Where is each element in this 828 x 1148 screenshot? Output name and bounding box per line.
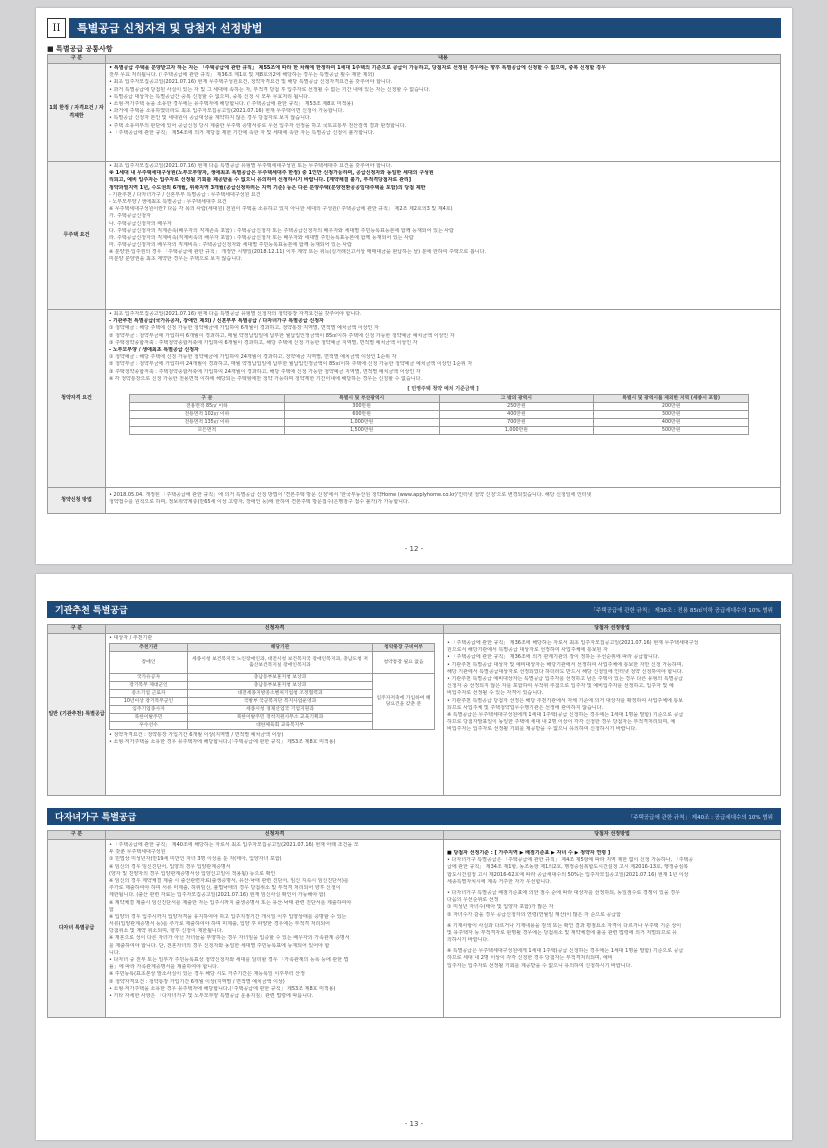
text-line: ① 민법상 미성년자(만19세 미만인 자녀 3명 이상을 둔 자(태아, 입양자녀 포함) [109, 856, 282, 863]
section-reference: 「주택공급에 관한 규칙」 제40조 : 공급세대수의 10% 범위 [627, 814, 773, 821]
table-cell: 대한체육회 교육복지부 [188, 722, 373, 730]
table-cell: 전용면적 85㎡ 이하 [130, 403, 285, 411]
text-line: 비입주자는 입주자로 선정될 기회를 제공받을 수 없으니 유의하여 신청하시기 바랍니다. [447, 726, 637, 733]
text-line: ※ 무주택세대구성원이란? 다음 각 목의 사람(세대원) 전원이 주택을 소유하고 있지 아니한 세대의 구성원(「주택공급에 관한 규칙」 제2조 제2호의3 및 제4호) [109, 206, 453, 213]
table-cell: 200만원 [594, 403, 749, 411]
table-row [130, 403, 749, 411]
deposit-header: 특별시 및 광역시를 제외한 지역 (세종시 포함) [594, 395, 749, 403]
text-line: • 최초 입주자모집공고일(2021.07.16) 현재 다음 특별공급 유형별 신청자의 청약통장 자격요건을 갖추어야 합니다. [109, 311, 362, 317]
table-cell: 입주자저축에 가입하여 해당요건을 갖춘 분 [373, 674, 435, 730]
text-line: • 주택 소유여부의 판단에 있어 공급신청 당시 제출한 무주택 증명서류로 우선 입주자 선정을 하고 국토교통부 전산검색 결과 판정합니다. [109, 122, 407, 129]
table-row [110, 674, 435, 682]
text-line: • 최초 입주자모집공고일(2021.07.16) 현재 무주택구성원요건, 청약자격요건 및 해당 특별공급 신청자격요건을 갖추어야 합니다. [109, 79, 393, 86]
text-line: 미분양 분양권을 최초 계약한 경우는 주택으로 보지 않습니다. [109, 256, 243, 263]
header-content: 내용 [106, 55, 781, 64]
text-line: 니다. [109, 949, 121, 956]
text-line: ※ 분양권·입주권의 경우 「주택공급에 관한 규칙」 개정안 시행일(2018.12.11) 이후 계약 또는 취득(실거래신고서상 매매대금을 완납하는 날) 분에 한하여 주택으로 봅니다. [109, 249, 487, 256]
row-label-one-time: 1회 한정 / 자격요건 / 자격제한 [48, 64, 106, 162]
section-reference: 「주택공급에 관한 규칙」 제36조 : 전용 85㎡이하 공급세대수의 10% 범위 [590, 607, 773, 614]
text-line: 세종특별자치시에 계속 거주한 자가 우선합니다. [447, 878, 552, 885]
text-line: 의하시기 바랍니다. [447, 937, 489, 944]
table-cell: 충남동부보훈지청 보상과 [188, 674, 373, 682]
text-line: 추가로 제출하여야 하며 서류 미제출, 허위임신, 불법낙태의 경우 당첨취소 및 부적격 처리되어 향후 신청이 [109, 885, 341, 892]
text-line: • 「주택공급에 관한 규칙」 제36조에 해당하는 자로서 최초 입주자모집공고일(2021.07.16) 현재 무주택세대구성 [447, 640, 699, 646]
document-page-13 [36, 574, 792, 1140]
text-line: ② 청약부금 : 청약부금에 가입하여 24개월이 경과하고, 매월 약정납입일에 납부한 월납입인정금액이 85㎡이하 주택에 신청 가능한 청약예금 예치금액 이상인 1순위 자 [109, 361, 473, 368]
text-line: • 기관추천 특별공급 예비대상자는 특별공급 입주자를 선정하고 남은 주택이 있는 경우 다른 유형의 특별공급 [447, 675, 684, 682]
row-label-institution: 일반 (기관추천) 특별공급 [48, 634, 106, 796]
text-line: • 소형·저가주택 등을 소유한 경우에는 유주택자에 해당합니다. (「주택공급에 관한 규칙」 제53조 제8호 미적용) [109, 100, 354, 107]
table-cell: 전용면적 135㎡ 이하 [130, 419, 285, 427]
institution-subtable [109, 643, 435, 730]
table-cell: 10년이상 장기복무군인 [110, 698, 188, 706]
text-line: ※ 특별공급은 무주택세대구성원에게 1세대 1주택(공급 신청하는 경우에는 1세대 1명을 말함) 기준으로 공급 [447, 948, 684, 955]
text-line: ① 청약예금 : 해당 주택에 신청 가능한 청약예금에 가입하여 6개월이 경과하고, 청약통장 지역별, 면적별 예치금액 이상인 자 [109, 325, 379, 332]
multichild-selection [444, 840, 781, 1018]
table-cell: 중소기업 근로자 [110, 690, 188, 698]
text-line: • 특별공급 대상자는 특별공급간 중복 신청할 수 없으며, 중복 신청 시 모두 무효처리 됩니다. [109, 93, 310, 100]
text-line: • 「주택공급에 관한 규칙」 제36조에 의거 관계기관의 장이 정하는 우선순위에 따라 공급합니다. [447, 654, 660, 661]
table-cell: 대전세종지방중소벤처기업청 조정협력과 [188, 690, 373, 698]
text-line: (양자 및 친양자의 경우 입양관계증명서상 입양신고일이 적용됨) 등으로 확인 [109, 870, 276, 877]
document-page-12 [36, 8, 792, 564]
table-cell: 장기복무 제대군인 [110, 682, 188, 690]
table-cell: 600만원 [284, 411, 439, 419]
table-cell: 1,000만원 [284, 419, 439, 427]
text-line: ※ 재혼으로 성이 다른 자녀가 아닌 자녀들을 부양하는 경우 자녀임을 입증할 수 있는 배우자의 가족관계 증명서 [109, 935, 350, 942]
text-line: ※ 임신의 경우 계약체결 제출 시 출산관련자료(출생증명서, 유산·낙태 관련 진단서, 임신 지속시 임신진단서)를 [109, 877, 349, 884]
multichild-eligibility [106, 840, 444, 1018]
text-line: ② 청약자격요건 : 청약통장 가입기간 6개월 이상(지역별 / 면적별 예치금액 이상) [109, 978, 285, 985]
text-line: 청약과열지역 1년, 수도권외 6개월, 위축지역 3개월(공급신청하려는 지역 기준) 등은 다른 분양주택(분양전환공공임대주택을 포함)의 당첨 제한 [109, 184, 426, 191]
text-line: ① 청약예금 : 해당 주택에 신청 가능한 청약예금에 가입하여 24개월이 경과하고, 청약예금 지역별, 면적별 예치금액 이상인 1순위 자 [109, 354, 397, 361]
text-line: 마. 주택공급신청자의 배우자의 직계비속 : 주택공급신청자와 세대별 주민등록표등본에 함께 등재되어 있는 사람 [109, 242, 352, 249]
text-line: ② 청약부금 : 청약부금에 가입하여 6개월이 경과하고, 매월 약정납입일에 납부한 월납입인정금액이 85㎡이하 주택에 신청 가능한 청약예금 예치금액 이상인 자 [109, 332, 455, 339]
table-cell: 국가유공자 [110, 674, 188, 682]
text-line: - 노부모부양 / 생애최초 특별공급 신청자 [109, 346, 199, 353]
header-category: 구 분 [48, 55, 106, 64]
text-line: • 소형·저가주택을 소유한 경우 유주택자에 해당합니다.(「주택공급에 관한 규칙」 제53조 제8호 미적용) [109, 739, 336, 746]
table-cell: 청약통장 필요 없음 [373, 652, 435, 674]
text-line: ※ 주민등록(표초본상 말소사실이 있는 경우 해당 시도 거주기간은 재등록일 이후부터 산정 [109, 971, 305, 978]
table-cell: 400만원 [594, 419, 749, 427]
multichild-table [47, 830, 781, 1018]
common-requirements-table [47, 54, 781, 514]
text-line: ※ 기재사항이 사실과 다르거나 기재내용을 검색 또는 확인 결과 평점요소 자격이 다르거나 무주택 기준 상이 [447, 922, 682, 929]
subsection-title: ■ 특별공급 공통사항 [47, 45, 113, 53]
institution-eligibility [106, 634, 444, 796]
table-row [130, 427, 749, 435]
text-line: 전부 무효 처리됩니다. (「주택공급에 관한 규칙」 제36조 제1호 및 제8호의2에 해당하는 경우는 특별공급 횟수 제한 제외) [109, 72, 375, 79]
table-cell: 충남동부보훈지청 보상과 [188, 682, 373, 690]
text-line: • 다자녀가구 특별공급 배점기준표에 의한 점수 순에 따라 대상자를 선정하되, 동일점수로 경쟁이 있을 경우 [447, 889, 680, 896]
page-number: - 12 - [404, 545, 424, 553]
text-line: 하므로 세대 내 2명 이상이 각각 신청한 경우 당첨자는 부적격처리되며, 예비 [447, 955, 613, 962]
text-line: ※ 1세대 내 무주택세대구성원(노부모부양자, 생애최초 특별공급은 무주택세대주 한정) 중 1인만 신청가능하며, 공급신청자와 동일한 세대의 구성원 [109, 170, 434, 177]
header-selection: 당첨자 선정방법 [444, 625, 781, 634]
table-cell: 300만원 [284, 403, 439, 411]
text-line: ※ 각 청약통장으로 신청 가능한 전용면적 이하에 해당되는 주택형에만 청약 가능하며 청약제한 기간이내에 해당하는 경우는 신청할 수 없습니다. [109, 375, 422, 382]
table-cell: 모든면적 [130, 427, 285, 435]
text-line: ※ 특별공급은 무주택세대구성원에게 1세대 1주택(공급 신청하는 경우에는 1세대 1명을 말함) 기준으로 공급 [447, 711, 684, 718]
text-line: 입주자는 입주자로 선정될 기회를 제공받을 수 없으니 유의하여 신청하시기 바랍니다. [447, 962, 632, 969]
table-cell: 해당기관 [188, 644, 373, 652]
row-content-application [106, 488, 781, 514]
text-line: 및 유주택자 등 부적격자로 판명될 경우에는 당첨취소 및 계약체결에 불응 관련 법령에 의거 처벌되므로 유 [447, 929, 677, 936]
text-line: • 기관추천 특별공급 당첨자 선정은 해당 추천기관에서 자체 기준에 의거 대상자를 확정하여 사업주체에 통보 [447, 697, 684, 704]
header-eligibility: 신청자격 [106, 831, 444, 840]
text-line: • 과거에 주택을 소유하였더라도 최초 입주자모집공고일(2021.07.16) 현재 무주택이면 신청이 가능합니다. [109, 108, 344, 115]
text-line: ③ 주택청약종합저축 : 주택청약종합저축에 가입하여 6개월이 경과하고, 해당 주택에 신청 가능한 청약예금 지역별, 면적별 예치금액 이상인 자 [109, 339, 418, 346]
table-cell: 1,000만원 [439, 427, 594, 435]
text-line: • 소형·저가주택을 소유한 경우 유주택자에 해당합니다.(「주택공급에 관한 규칙」 제53조 제8호 미적용) [109, 985, 336, 992]
section-bar-institution [47, 601, 781, 618]
section-bar-multichild [47, 808, 781, 825]
text-line: 합도시건설청 고시 제2016-62호에 따라 공급세대수의 50%는 입주자모집공고일(2021.07.16) 현재 1년 이상 [447, 871, 689, 878]
text-line: • 청약자격요건 : 청약통장 가입기간 6개월 이상(지역별 / 면적별 예치금액 이상) [109, 732, 284, 739]
table-cell: 장애인 [110, 652, 188, 674]
table-cell: 추천기관 [110, 644, 188, 652]
header-category: 구 분 [48, 831, 106, 840]
text-line: 다음의 우선순위로 선정 [447, 897, 499, 904]
text-line: 청약접수를 원칙으로 하며, 정보취약계층(만65세 이상 고령자, 장애인 등)에 한하여 견본주택 방문접수(은행창구 접수 불가)가 가능합니다. [109, 499, 410, 506]
table-cell: 북한이탈주민 [110, 714, 188, 722]
row-content-subscription [106, 310, 781, 488]
text-line: 제한됩니다. (출산 관련 자료는 입주자모집공고일(2021.07.16) 현재 임신사실 확인이 가능해야 함) [109, 892, 326, 899]
deposit-table [129, 394, 749, 435]
table-cell: 우수선수 [110, 722, 188, 730]
text-line: 리되고, 예비 입주자는 입주자로 선정될 기회를 제공받을 수 없으니 유의하여 신청하시기 바랍니다. [계약체결 불가, 부적격당첨자로 관리] [109, 177, 412, 184]
table-cell: 1,500만원 [284, 427, 439, 435]
text-line: • 「주택공급에 관한 규칙」 제40조에 해당하는 자로서 최초 입주자모집공고일(2021.07.16) 현재 아래 조건을 모 [109, 842, 359, 848]
section-heading: 기관추천 특별공급 [55, 606, 128, 616]
text-line: • 기관추천 특별공급 대상자 및 예비대상자는 해당기관에서 선정하여 사업주체에 통보한 자만 신청 가능하며, [447, 661, 684, 668]
deposit-table-title: [ 민영주택 청약 예치 기준금액 ] [407, 385, 479, 392]
table-cell: 세종시청 경제산업국 기업지원과 [188, 706, 373, 714]
text-line: 해당 기관에서 특별공급대상자로 선정되었다 하더라도 반드시 해당 신청일에 인터넷 청약 신청하여야 합니다. [447, 668, 684, 675]
section-heading: 다자녀가구 특별공급 [55, 813, 137, 823]
text-line: 원으로서 해당기관에서 특별공급 대상자로 선정하여 사업주체에 통보된 자 [447, 647, 608, 654]
table-cell: 입주기업종사자 [110, 706, 188, 714]
deposit-header: 특별시 및 부산광역시 [284, 395, 439, 403]
text-line: 급에 관한 규칙」 제34조 제1항, 동조동항 제1의2호, 행정중심복합도시건설청 고시 제2016-13호, 행정중심복 [447, 864, 689, 871]
text-line: 률」에 따라 가족관계증명서를 제출하여야 합니다. [109, 964, 219, 971]
text-line: • 최초 입주자모집공고일(2021.07.16) 현재 다음 특별공급 유형별 무주택세대구성원 또는 무주택세대주 요건을 갖추어야 합니다. [109, 163, 393, 169]
text-line: ③ 주택청약종합저축 : 주택청약종합저축에 가입하여 24개월이 경과하고, 해당 주택에 신청 가능한 청약예금 지역별, 면적별 예치금액 이상인 자 [109, 368, 421, 375]
row-label-homeless: 무주택 요건 [48, 162, 106, 310]
text-line: • 특별공급 신청자 본인 및 세대원이 공급대상을 계약하지 않은 경우 당첨자로 보지 않습니다. [109, 115, 312, 122]
text-line: • 대상자 / 추천기관 [109, 635, 153, 641]
text-line: • 특별공급 주택을 분양받고자 하는 자는 「주택공급에 관한 규칙」 제55조에 따라 한 차례에 한정하여 1세대 1주택의 기준으로 공급이 가능하고, 당첨자로 선정된 경우에는 향후 특별공급에 신청할 수 없으며, 중복 신청할 경우 [109, 65, 606, 71]
text-line: 되므로 사업주체 및 주택청약업무수행기관은 선정에 관여하지 않습니다. [447, 704, 604, 711]
text-line: - 기관추천 / 다자녀가구 / 신혼부부 특별공급 : 무주택세대구성원 요건 [109, 191, 261, 198]
table-cell: 250만원 [439, 403, 594, 411]
text-line: 라. 주택공급신청자의 직계비속(직계비속의 배우자 포함) : 주택공급신청자 또는 배우자와 세대별 주민등록표등본에 함께 등재되어 있는 사람 [109, 234, 414, 241]
text-line: ■ 당첨자 선정기준 : [ 가주지역 ▶ 배점기준표 ▶ 자녀 수 ▶ 청약자 연령 ] [447, 850, 611, 856]
section-title [47, 18, 781, 38]
row-label-multichild: 다자녀 특별공급 [48, 840, 106, 1018]
row-content-homeless [106, 162, 781, 310]
text-line: 가. 주택공급신청자 [109, 213, 151, 220]
text-line: - 기관추천 특별공급(국가유공자, 장애인 제외) / 신혼부부 특별공급 / 다자녀가구 특별공급 신청자 [109, 318, 324, 325]
text-line: ※ 계약체결 제출시 임신진단서를 제출한 자는 입주시까지 출생증명서 또는 유산·낙태 관련 진단서를 제출하여야 [109, 899, 352, 906]
table-cell: 청약통장 구비여부 [373, 644, 435, 652]
table-cell: 500만원 [594, 427, 749, 435]
text-line: • 2018.05.04. 개정된 「주택공급에 관한 규칙」에 의거 특별공급 신청 방법이 '견본주택 방문 신청'에서 '한국부동산원 청약Home (www.applyhome.co.kr)'인터넷 청약 신청'으로 변경되었습니다. 해당 신청일에 인터넷 [109, 492, 592, 498]
table-cell: 400만원 [439, 411, 594, 419]
text-line: • 기타 자세한 사항은 「다자녀가구 및 노부모부양 특별공급 운용지침」관련 법령에 따릅니다. [109, 992, 314, 999]
table-cell: 전용면적 102㎡ 이하 [130, 411, 285, 419]
header-category: 구 분 [48, 625, 106, 634]
text-line: - 노부모부양 / 생애최초 특별공급 : 무주택세대주 요건 [109, 198, 227, 205]
text-line: 서류(입양관계증명서 등)를 추가로 제출하여야 하며 미제출, 입양 후 파양한 경우에는 부적격 처리되어 [109, 921, 331, 928]
text-line: 당첨취소 및 계약 취소되며, 향후 신청이 제한됩니다. [109, 928, 224, 935]
row-label-application: 청약신청 방법 [48, 488, 106, 514]
text-line: ① 미성년 자녀수(태아 및 입양자 포함)가 많은 자 [447, 904, 554, 911]
row-content-one-time [106, 64, 781, 162]
header-eligibility: 신청자격 [106, 625, 444, 634]
header-selection: 당첨자 선정방법 [444, 831, 781, 840]
text-line: ② 자녀수가 같을 경우 공급신청자의 연령(연월일 계산)이 많은 자 순으로 공급함 [447, 911, 622, 918]
row-label-subscription: 청약자격 요건 [48, 310, 106, 488]
table-row [130, 411, 749, 419]
text-line: 두 갖춘 무주택세대구성원 [109, 849, 166, 856]
text-line: ※ 입양의 경우 입주시까지 입양자격을 유지하여야 하고 입주지정기간 개시일 이후 입양상태를 증명할 수 있는 [109, 913, 347, 920]
text-line: ※ 임신의 경우 임신진단서, 입양의 경우 입양관계증명서 [109, 863, 231, 870]
table-cell: 300만원 [594, 411, 749, 419]
institution-table [47, 624, 781, 796]
text-line: 를 제출하여야 합니다. 단, 전혼자녀의 경우 신청자와 동일한 세대별 주민등록표에 등재되어 있어야 합 [109, 942, 330, 949]
deposit-header: 그 밖의 광역시 [439, 395, 594, 403]
text-line: 비입주자로 선정될 수 있는 자격이 있습니다. [447, 690, 544, 697]
text-line: • 「주택공급에 관한 규칙」 제54조에 의거 재당첨 제한 기간에 속한 자 및 세대에 속한 자는 특별공급 신청이 불가합니다. [109, 129, 375, 136]
text-line: 신청자 중 선정되지 않은 자를 포함하여 무작위 추첨으로 입주자 및 예비입주자를 선정하고, 입주자 및 예 [447, 683, 674, 690]
text-line: 나. 주택공급신청자의 배우자 [109, 220, 172, 227]
text-line: 하므로 당첨자발표일이 동일한 주택에 세대 내 2명 이상이 각각 신청한 경우 당첨자는 부적격처리되며, 예 [447, 719, 676, 726]
text-line: 함 [109, 906, 114, 913]
table-cell: 700만원 [439, 419, 594, 427]
text-line: • 다자녀 중 전부 또는 일부가 주민등록표상 청약신청자와 세대를 달리할 경우 「가족관계의 등록 등에 관한 법 [109, 957, 349, 963]
page-number: - 13 - [404, 1120, 424, 1128]
text-line: 다. 주택공급신청자의 직계존속(배우자의 직계존속 포함) : 주택공급신청자 또는 주택공급신청자의 배우자와 세대별 주민등록표등본에 함께 등재되어 있는 사람 [109, 227, 454, 234]
table-cell: 국방부 국군복지단 복지사업운영과 [188, 698, 373, 706]
table-row [130, 419, 749, 427]
table-cell: 북한이탈주민 정착지원사무소 교육기획과 [188, 714, 373, 722]
text-line: • 과거 특별공급에 당첨된 사실이 있는 자 및 그 세대에 속하는 자, 부적격 당첨 후 입주자로 선정될 수 없는 기간 내에 있는 자는 신청할 수 없습니다. [109, 86, 431, 93]
section-number: II [47, 18, 66, 38]
section-heading: 특별공급 신청자격 및 당첨자 선정방법 [69, 18, 781, 38]
text-line: • 다자녀가구 특별공급은 「주택공급에 관한 규칙」 제4조 제5항에 따라 지역 제한 없이 신청 가능하나, 「주택공 [447, 857, 694, 864]
table-cell: 세종시청 보건복지국 노인장애인과, 대전시청 보건복지국 장애인복지과, 충남도청 저출산보건복지실 장애인복지과 [188, 652, 373, 674]
table-row [110, 652, 435, 674]
deposit-header: 구 분 [130, 395, 285, 403]
institution-selection [444, 634, 781, 796]
